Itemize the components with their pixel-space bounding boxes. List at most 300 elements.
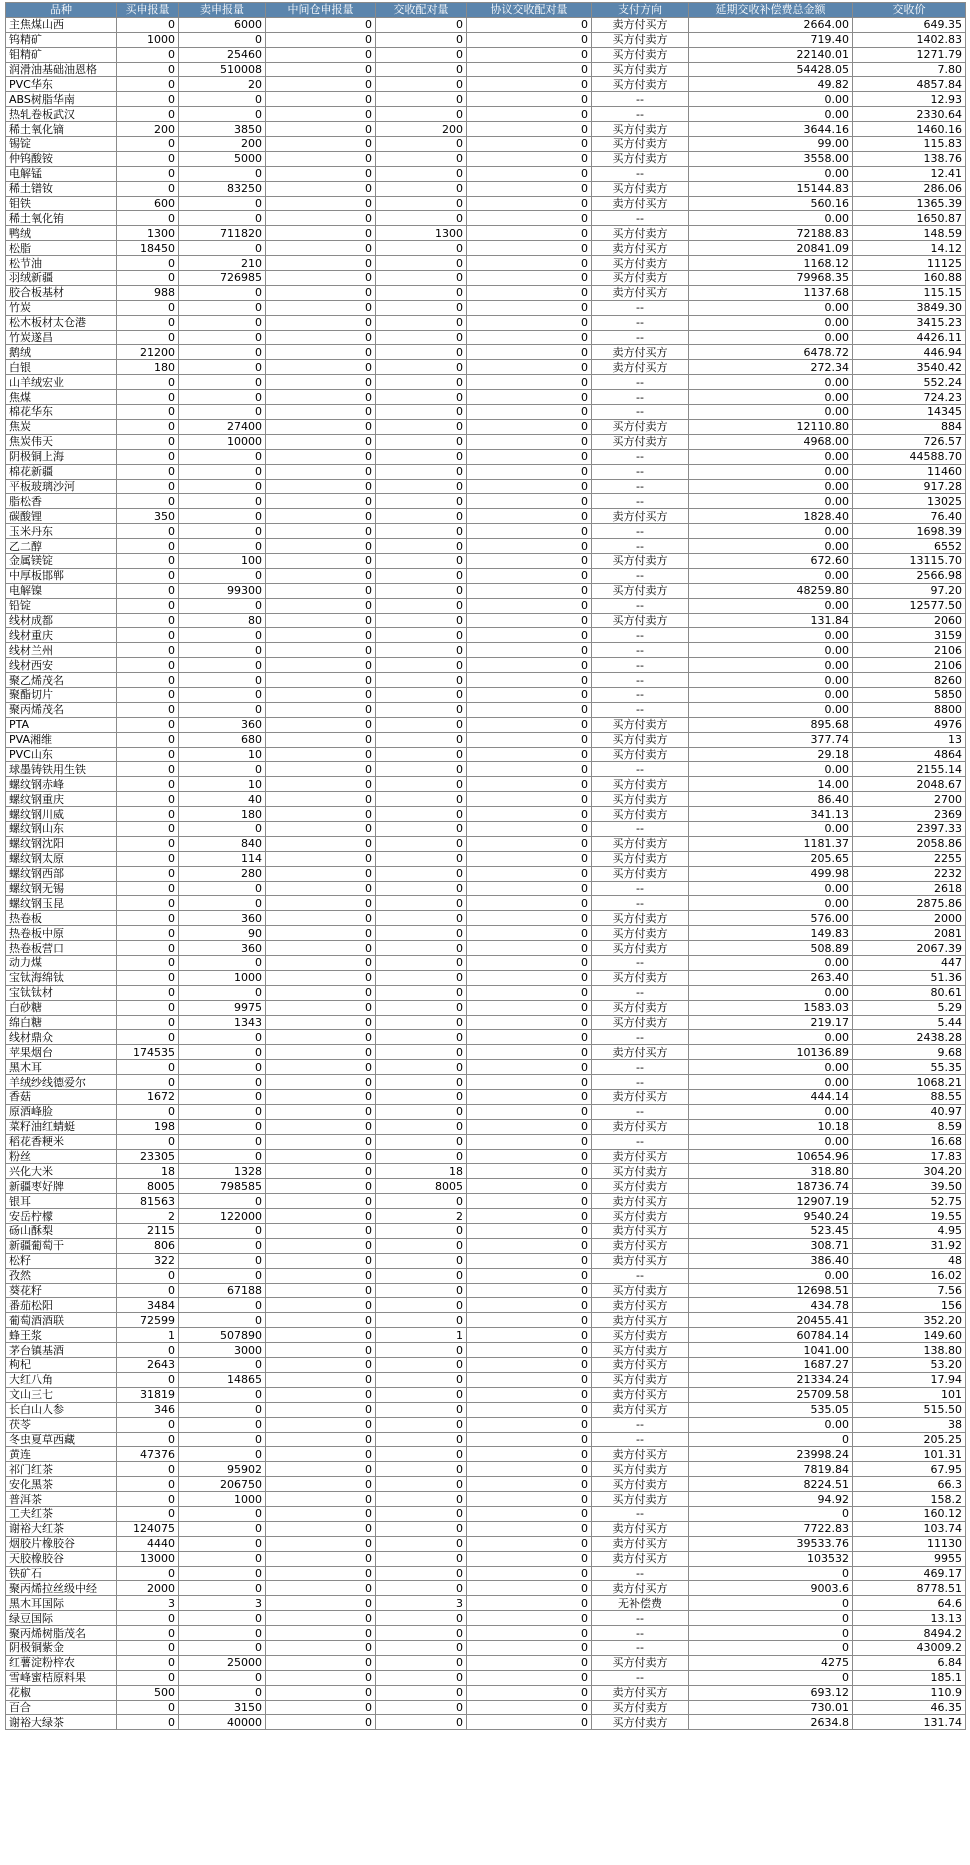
- cell-buy-qty: 0: [117, 1700, 179, 1715]
- cell-sell-qty: 1000: [179, 1492, 266, 1507]
- cell-variety: 动力煤: [6, 956, 117, 971]
- cell-agreement-matched-qty: 0: [467, 1417, 592, 1432]
- cell-sell-qty: 206750: [179, 1477, 266, 1492]
- cell-agreement-matched-qty: 0: [467, 1387, 592, 1402]
- cell-compensation-total: 4275: [689, 1655, 853, 1670]
- cell-settlement-price: 13025: [853, 494, 966, 509]
- table-row: [6, 1581, 966, 1596]
- cell-buy-qty: 18: [117, 1164, 179, 1179]
- cell-variety: 安岳柠檬: [6, 1209, 117, 1224]
- cell-warehouse-qty: 0: [266, 553, 376, 568]
- cell-agreement-matched-qty: 0: [467, 687, 592, 702]
- cell-warehouse-qty: 0: [266, 494, 376, 509]
- table-row: [6, 405, 966, 420]
- cell-buy-qty: 0: [117, 1432, 179, 1447]
- cell-warehouse-qty: 0: [266, 1492, 376, 1507]
- cell-matched-qty: 0: [376, 1492, 467, 1507]
- cell-warehouse-qty: 0: [266, 792, 376, 807]
- cell-settlement-price: 3849.30: [853, 300, 966, 315]
- cell-payment-direction: 卖方付买方: [592, 285, 689, 300]
- cell-payment-direction: 无补偿费: [592, 1596, 689, 1611]
- cell-warehouse-qty: 0: [266, 1447, 376, 1462]
- cell-warehouse-qty: 0: [266, 821, 376, 836]
- cell-payment-direction: --: [592, 405, 689, 420]
- cell-agreement-matched-qty: 0: [467, 1313, 592, 1328]
- table-row: [6, 494, 966, 509]
- cell-buy-qty: 1672: [117, 1090, 179, 1105]
- cell-agreement-matched-qty: 0: [467, 1119, 592, 1134]
- cell-agreement-matched-qty: 0: [467, 628, 592, 643]
- cell-buy-qty: 0: [117, 1000, 179, 1015]
- cell-compensation-total: 0.00: [689, 881, 853, 896]
- cell-variety: 聚乙烯茂名: [6, 673, 117, 688]
- col-header-payment-direction[interactable]: 支付方向: [592, 3, 689, 18]
- cell-buy-qty: 0: [117, 539, 179, 554]
- cell-buy-qty: 0: [117, 866, 179, 881]
- cell-sell-qty: 67188: [179, 1283, 266, 1298]
- cell-sell-qty: 0: [179, 494, 266, 509]
- cell-payment-direction: --: [592, 1670, 689, 1685]
- cell-variety: 番茄松阳: [6, 1298, 117, 1313]
- cell-buy-qty: 72599: [117, 1313, 179, 1328]
- col-header-variety[interactable]: 品种: [6, 3, 117, 18]
- cell-matched-qty: 0: [376, 1060, 467, 1075]
- cell-buy-qty: 0: [117, 1462, 179, 1477]
- cell-warehouse-qty: 0: [266, 375, 376, 390]
- cell-matched-qty: 0: [376, 1581, 467, 1596]
- cell-variety: 螺纹钢赤峰: [6, 777, 117, 792]
- cell-payment-direction: --: [592, 598, 689, 613]
- cell-variety: 线材鼎众: [6, 1030, 117, 1045]
- cell-warehouse-qty: 0: [266, 32, 376, 47]
- cell-matched-qty: 0: [376, 1387, 467, 1402]
- table-row: [6, 956, 966, 971]
- cell-agreement-matched-qty: 0: [467, 1432, 592, 1447]
- cell-buy-qty: 0: [117, 851, 179, 866]
- cell-settlement-price: 12.93: [853, 92, 966, 107]
- cell-agreement-matched-qty: 0: [467, 1149, 592, 1164]
- cell-sell-qty: 90: [179, 926, 266, 941]
- cell-settlement-price: 115.15: [853, 285, 966, 300]
- cell-matched-qty: 0: [376, 1194, 467, 1209]
- col-header-sell-qty[interactable]: 卖申报量: [179, 3, 266, 18]
- cell-warehouse-qty: 0: [266, 1313, 376, 1328]
- cell-variety: 热卷板营口: [6, 941, 117, 956]
- cell-variety: 棉花华东: [6, 405, 117, 420]
- cell-compensation-total: 0.00: [689, 479, 853, 494]
- cell-settlement-price: 46.35: [853, 1700, 966, 1715]
- cell-sell-qty: 0: [179, 598, 266, 613]
- table-row: [6, 1000, 966, 1015]
- table-row: [6, 896, 966, 911]
- cell-compensation-total: 272.34: [689, 360, 853, 375]
- cell-settlement-price: 9955: [853, 1551, 966, 1566]
- cell-buy-qty: 3: [117, 1596, 179, 1611]
- cell-settlement-price: 2875.86: [853, 896, 966, 911]
- cell-payment-direction: 卖方付买方: [592, 1224, 689, 1239]
- cell-buy-qty: 0: [117, 777, 179, 792]
- cell-sell-qty: 0: [179, 32, 266, 47]
- cell-matched-qty: 0: [376, 1358, 467, 1373]
- cell-settlement-price: 352.20: [853, 1313, 966, 1328]
- cell-agreement-matched-qty: 0: [467, 926, 592, 941]
- cell-variety: 稀土氧化镝: [6, 122, 117, 137]
- cell-agreement-matched-qty: 0: [467, 92, 592, 107]
- cell-matched-qty: 0: [376, 881, 467, 896]
- cell-settlement-price: 286.06: [853, 181, 966, 196]
- cell-variety: 白银: [6, 360, 117, 375]
- cell-agreement-matched-qty: 0: [467, 375, 592, 390]
- cell-settlement-price: 101.31: [853, 1447, 966, 1462]
- cell-settlement-price: 13.13: [853, 1611, 966, 1626]
- cell-agreement-matched-qty: 0: [467, 777, 592, 792]
- cell-matched-qty: 0: [376, 509, 467, 524]
- cell-agreement-matched-qty: 0: [467, 256, 592, 271]
- cell-compensation-total: 1137.68: [689, 285, 853, 300]
- table-row: [6, 241, 966, 256]
- cell-sell-qty: 0: [179, 1090, 266, 1105]
- cell-settlement-price: 67.95: [853, 1462, 966, 1477]
- cell-warehouse-qty: 0: [266, 1343, 376, 1358]
- cell-compensation-total: 49.82: [689, 77, 853, 92]
- cell-agreement-matched-qty: 0: [467, 717, 592, 732]
- cell-variety: 绿豆国际: [6, 1611, 117, 1626]
- cell-buy-qty: 124075: [117, 1521, 179, 1536]
- table-row: [6, 17, 966, 32]
- cell-sell-qty: 95902: [179, 1462, 266, 1477]
- cell-warehouse-qty: 0: [266, 241, 376, 256]
- cell-variety: 螺纹钢沈阳: [6, 836, 117, 851]
- cell-compensation-total: 263.40: [689, 970, 853, 985]
- cell-variety: 阴极铜上海: [6, 449, 117, 464]
- cell-sell-qty: 9975: [179, 1000, 266, 1015]
- cell-variety: 润滑油基础油恩格: [6, 62, 117, 77]
- cell-sell-qty: 280: [179, 866, 266, 881]
- table-row: [6, 866, 966, 881]
- cell-matched-qty: 0: [376, 792, 467, 807]
- cell-agreement-matched-qty: 0: [467, 807, 592, 822]
- cell-compensation-total: 0.00: [689, 300, 853, 315]
- table-row: [6, 375, 966, 390]
- cell-sell-qty: 0: [179, 1104, 266, 1119]
- cell-matched-qty: 0: [376, 360, 467, 375]
- cell-variety: 中厚板邯郸: [6, 568, 117, 583]
- cell-buy-qty: 0: [117, 911, 179, 926]
- cell-settlement-price: 2255: [853, 851, 966, 866]
- cell-sell-qty: 0: [179, 628, 266, 643]
- cell-payment-direction: 买方付卖方: [592, 1655, 689, 1670]
- table-header: [6, 3, 966, 18]
- cell-agreement-matched-qty: 0: [467, 1462, 592, 1477]
- cell-agreement-matched-qty: 0: [467, 1000, 592, 1015]
- col-header-buy-qty[interactable]: 买申报量: [117, 3, 179, 18]
- cell-buy-qty: 0: [117, 821, 179, 836]
- cell-warehouse-qty: 0: [266, 92, 376, 107]
- cell-settlement-price: 115.83: [853, 137, 966, 152]
- table-row: [6, 926, 966, 941]
- cell-buy-qty: 0: [117, 613, 179, 628]
- cell-compensation-total: 0: [689, 1432, 853, 1447]
- table-row: [6, 1477, 966, 1492]
- table-row: [6, 524, 966, 539]
- cell-payment-direction: --: [592, 658, 689, 673]
- cell-warehouse-qty: 0: [266, 896, 376, 911]
- cell-agreement-matched-qty: 0: [467, 1179, 592, 1194]
- cell-buy-qty: 0: [117, 1060, 179, 1075]
- cell-matched-qty: 0: [376, 1343, 467, 1358]
- cell-warehouse-qty: 0: [266, 970, 376, 985]
- cell-matched-qty: 0: [376, 1655, 467, 1670]
- cell-buy-qty: 0: [117, 747, 179, 762]
- cell-agreement-matched-qty: 0: [467, 151, 592, 166]
- cell-agreement-matched-qty: 0: [467, 360, 592, 375]
- cell-sell-qty: 0: [179, 1134, 266, 1149]
- cell-buy-qty: 500: [117, 1685, 179, 1700]
- cell-payment-direction: 买方付卖方: [592, 866, 689, 881]
- cell-compensation-total: 1828.40: [689, 509, 853, 524]
- cell-settlement-price: 8260: [853, 673, 966, 688]
- cell-payment-direction: 买方付卖方: [592, 181, 689, 196]
- cell-matched-qty: 0: [376, 166, 467, 181]
- cell-buy-qty: 0: [117, 405, 179, 420]
- cell-payment-direction: --: [592, 985, 689, 1000]
- cell-warehouse-qty: 0: [266, 77, 376, 92]
- cell-compensation-total: 0: [689, 1640, 853, 1655]
- cell-settlement-price: 80.61: [853, 985, 966, 1000]
- cell-settlement-price: 16.02: [853, 1268, 966, 1283]
- cell-settlement-price: 2566.98: [853, 568, 966, 583]
- cell-compensation-total: 0.00: [689, 330, 853, 345]
- cell-sell-qty: 0: [179, 524, 266, 539]
- table-row: [6, 807, 966, 822]
- cell-variety: 宝钛海绵钛: [6, 970, 117, 985]
- cell-settlement-price: 2067.39: [853, 941, 966, 956]
- cell-buy-qty: 0: [117, 137, 179, 152]
- cell-payment-direction: 买方付卖方: [592, 613, 689, 628]
- cell-settlement-price: 131.74: [853, 1715, 966, 1730]
- cell-warehouse-qty: 0: [266, 702, 376, 717]
- cell-variety: 兴化大米: [6, 1164, 117, 1179]
- cell-matched-qty: 0: [376, 956, 467, 971]
- cell-variety: 聚丙烯拉丝级中经: [6, 1581, 117, 1596]
- cell-matched-qty: 0: [376, 375, 467, 390]
- cell-payment-direction: 买方付卖方: [592, 1015, 689, 1030]
- cell-payment-direction: --: [592, 524, 689, 539]
- cell-variety: 香菇: [6, 1090, 117, 1105]
- cell-buy-qty: 200: [117, 122, 179, 137]
- table-row: [6, 1626, 966, 1641]
- cell-payment-direction: --: [592, 1626, 689, 1641]
- cell-buy-qty: 0: [117, 315, 179, 330]
- cell-settlement-price: 40.97: [853, 1104, 966, 1119]
- cell-matched-qty: 0: [376, 330, 467, 345]
- cell-compensation-total: 499.98: [689, 866, 853, 881]
- cell-compensation-total: 0: [689, 1566, 853, 1581]
- table-row: [6, 1164, 966, 1179]
- cell-agreement-matched-qty: 0: [467, 1343, 592, 1358]
- cell-variety: 银耳: [6, 1194, 117, 1209]
- table-row: [6, 1015, 966, 1030]
- cell-compensation-total: 0.00: [689, 821, 853, 836]
- cell-compensation-total: 219.17: [689, 1015, 853, 1030]
- cell-sell-qty: 0: [179, 375, 266, 390]
- cell-payment-direction: --: [592, 315, 689, 330]
- cell-variety: 花椒: [6, 1685, 117, 1700]
- cell-payment-direction: 买方付卖方: [592, 32, 689, 47]
- cell-warehouse-qty: 0: [266, 1402, 376, 1417]
- cell-settlement-price: 2330.64: [853, 107, 966, 122]
- table-row: [6, 1596, 966, 1611]
- table-row: [6, 1372, 966, 1387]
- cell-buy-qty: 0: [117, 524, 179, 539]
- cell-payment-direction: --: [592, 568, 689, 583]
- cell-buy-qty: 0: [117, 1655, 179, 1670]
- cell-agreement-matched-qty: 0: [467, 390, 592, 405]
- cell-agreement-matched-qty: 0: [467, 1685, 592, 1700]
- cell-settlement-price: 917.28: [853, 479, 966, 494]
- cell-compensation-total: 8224.51: [689, 1477, 853, 1492]
- cell-matched-qty: 0: [376, 1715, 467, 1730]
- cell-matched-qty: 0: [376, 1298, 467, 1313]
- cell-payment-direction: --: [592, 956, 689, 971]
- cell-compensation-total: 21334.24: [689, 1372, 853, 1387]
- cell-payment-direction: 买方付卖方: [592, 1343, 689, 1358]
- col-header-warehouse-qty[interactable]: 中间仓申报量: [266, 3, 376, 18]
- cell-sell-qty: 0: [179, 464, 266, 479]
- cell-settlement-price: 5.29: [853, 1000, 966, 1015]
- cell-settlement-price: 9.68: [853, 1045, 966, 1060]
- cell-payment-direction: 卖方付买方: [592, 196, 689, 211]
- cell-matched-qty: 0: [376, 285, 467, 300]
- cell-agreement-matched-qty: 0: [467, 881, 592, 896]
- cell-compensation-total: 1687.27: [689, 1358, 853, 1373]
- cell-settlement-price: 2060: [853, 613, 966, 628]
- table-row: [6, 285, 966, 300]
- cell-warehouse-qty: 0: [266, 1626, 376, 1641]
- cell-sell-qty: 0: [179, 1224, 266, 1239]
- cell-warehouse-qty: 0: [266, 807, 376, 822]
- cell-sell-qty: 0: [179, 330, 266, 345]
- cell-agreement-matched-qty: 0: [467, 1164, 592, 1179]
- table-row: [6, 1134, 966, 1149]
- cell-sell-qty: 0: [179, 1581, 266, 1596]
- cell-settlement-price: 31.92: [853, 1238, 966, 1253]
- cell-settlement-price: 88.55: [853, 1090, 966, 1105]
- cell-sell-qty: 0: [179, 390, 266, 405]
- cell-payment-direction: --: [592, 449, 689, 464]
- cell-matched-qty: 0: [376, 1149, 467, 1164]
- col-header-settlement-price[interactable]: 交收价: [853, 3, 966, 18]
- cell-matched-qty: 0: [376, 17, 467, 32]
- cell-warehouse-qty: 0: [266, 1506, 376, 1521]
- cell-payment-direction: 买方付卖方: [592, 62, 689, 77]
- cell-agreement-matched-qty: 0: [467, 896, 592, 911]
- cell-agreement-matched-qty: 0: [467, 434, 592, 449]
- cell-agreement-matched-qty: 0: [467, 1045, 592, 1060]
- cell-sell-qty: 0: [179, 1268, 266, 1283]
- col-header-agreement-matched-qty[interactable]: 协议交收配对量: [467, 3, 592, 18]
- cell-payment-direction: --: [592, 821, 689, 836]
- table-row: [6, 792, 966, 807]
- cell-payment-direction: --: [592, 687, 689, 702]
- cell-agreement-matched-qty: 0: [467, 1075, 592, 1090]
- cell-payment-direction: 卖方付买方: [592, 1313, 689, 1328]
- cell-variety: 焦炭伟天: [6, 434, 117, 449]
- cell-warehouse-qty: 0: [266, 1387, 376, 1402]
- cell-agreement-matched-qty: 0: [467, 851, 592, 866]
- table-row: [6, 673, 966, 688]
- cell-agreement-matched-qty: 0: [467, 598, 592, 613]
- cell-compensation-total: 0.00: [689, 568, 853, 583]
- cell-sell-qty: 0: [179, 643, 266, 658]
- cell-buy-qty: 0: [117, 449, 179, 464]
- cell-agreement-matched-qty: 0: [467, 1551, 592, 1566]
- table-row: [6, 1238, 966, 1253]
- col-header-matched-qty[interactable]: 交收配对量: [376, 3, 467, 18]
- cell-compensation-total: 23998.24: [689, 1447, 853, 1462]
- table-row: [6, 1566, 966, 1581]
- cell-payment-direction: --: [592, 1060, 689, 1075]
- cell-payment-direction: 卖方付买方: [592, 1581, 689, 1596]
- cell-matched-qty: 0: [376, 211, 467, 226]
- cell-matched-qty: 0: [376, 434, 467, 449]
- cell-warehouse-qty: 0: [266, 1417, 376, 1432]
- cell-buy-qty: 0: [117, 1417, 179, 1432]
- cell-agreement-matched-qty: 0: [467, 956, 592, 971]
- cell-warehouse-qty: 0: [266, 598, 376, 613]
- cell-warehouse-qty: 0: [266, 405, 376, 420]
- cell-warehouse-qty: 0: [266, 851, 376, 866]
- table-row: [6, 1700, 966, 1715]
- cell-buy-qty: 350: [117, 509, 179, 524]
- cell-warehouse-qty: 0: [266, 1432, 376, 1447]
- table-row: [6, 1521, 966, 1536]
- cell-matched-qty: 0: [376, 911, 467, 926]
- cell-variety: 螺纹钢西部: [6, 866, 117, 881]
- cell-variety: PVC华东: [6, 77, 117, 92]
- cell-payment-direction: 买方付卖方: [592, 1209, 689, 1224]
- cell-agreement-matched-qty: 0: [467, 1015, 592, 1030]
- cell-buy-qty: 0: [117, 956, 179, 971]
- cell-agreement-matched-qty: 0: [467, 1566, 592, 1581]
- table-row: [6, 449, 966, 464]
- col-header-compensation-total[interactable]: 延期交收补偿费总金额: [689, 3, 853, 18]
- cell-payment-direction: 买方付卖方: [592, 47, 689, 62]
- cell-compensation-total: 12907.19: [689, 1194, 853, 1209]
- cell-buy-qty: 0: [117, 926, 179, 941]
- table-row: [6, 256, 966, 271]
- cell-warehouse-qty: 0: [266, 717, 376, 732]
- cell-payment-direction: 买方付卖方: [592, 137, 689, 152]
- cell-payment-direction: 买方付卖方: [592, 434, 689, 449]
- cell-payment-direction: 买方付卖方: [592, 77, 689, 92]
- cell-matched-qty: 0: [376, 762, 467, 777]
- cell-sell-qty: 0: [179, 360, 266, 375]
- cell-settlement-price: 76.40: [853, 509, 966, 524]
- cell-warehouse-qty: 0: [266, 613, 376, 628]
- cell-agreement-matched-qty: 0: [467, 211, 592, 226]
- cell-settlement-price: 1650.87: [853, 211, 966, 226]
- cell-agreement-matched-qty: 0: [467, 1224, 592, 1239]
- cell-buy-qty: 806: [117, 1238, 179, 1253]
- cell-matched-qty: 0: [376, 851, 467, 866]
- cell-variety: 天胶橡胶谷: [6, 1551, 117, 1566]
- cell-variety: 竹炭: [6, 300, 117, 315]
- cell-sell-qty: 0: [179, 762, 266, 777]
- cell-variety: 线材重庆: [6, 628, 117, 643]
- table-row: [6, 1536, 966, 1551]
- cell-payment-direction: 卖方付买方: [592, 345, 689, 360]
